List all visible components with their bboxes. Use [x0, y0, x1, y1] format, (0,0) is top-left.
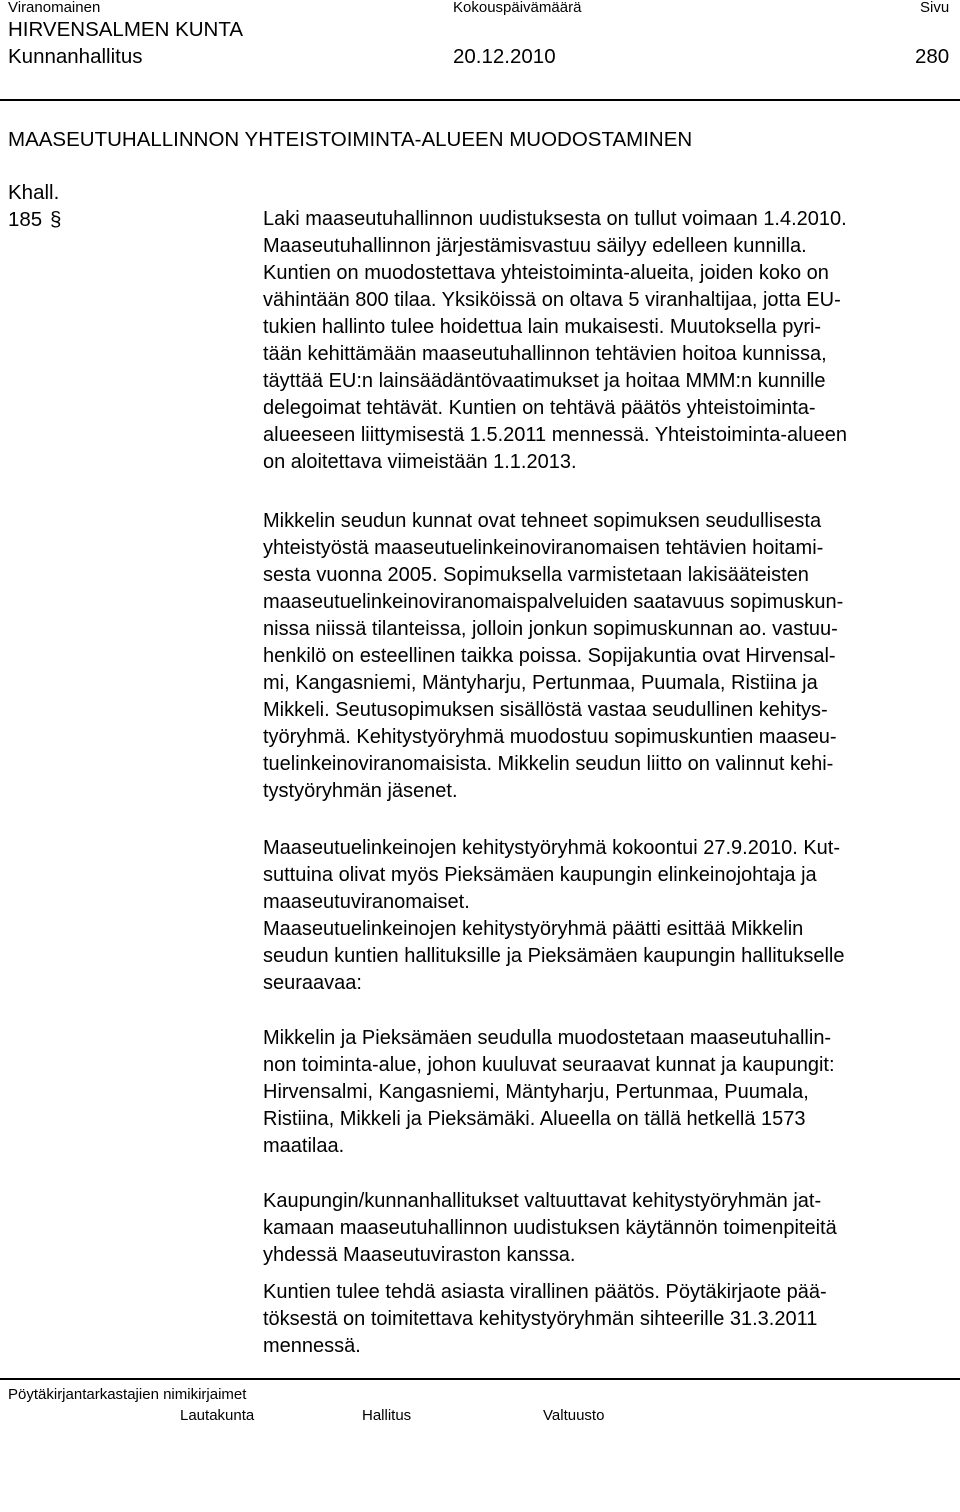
header-label-page: Sivu: [920, 0, 950, 16]
body-line: mennessä.: [263, 1335, 361, 1357]
body-line: Hirvensalmi, Kangasniemi, Mäntyharju, Pertunmaa, Puumala,: [263, 1081, 809, 1103]
body-line: tystyöryhmän jäsenet.: [263, 780, 458, 802]
footer-hallitus: Hallitus: [362, 1407, 412, 1424]
body-line: on aloitettava viimeistään 1.1.2013.: [263, 451, 577, 473]
section-number: 185: [8, 208, 43, 231]
body-line: seuraavaa:: [263, 972, 362, 994]
section-abbreviation: Khall.: [8, 181, 60, 204]
body-line: Mikkelin ja Pieksämäen seudulla muodostetaan maaseutuhallin-: [263, 1027, 832, 1049]
header-label-meeting-date: Kokouspäivämäärä: [453, 0, 582, 16]
body-line: tään kehittämään maaseutuhallinnon tehtävien hoitoa kunnissa,: [263, 343, 827, 365]
footer-initials-label: Pöytäkirjantarkastajien nimikirjaimet: [8, 1386, 247, 1403]
body-line: delegoimat tehtävät. Kuntien on tehtävä päätös yhteistoiminta-: [263, 397, 816, 419]
body-line: suttuina olivat myös Pieksämäen kaupungin elinkeinojohtaja ja: [263, 864, 817, 886]
body-line: töksestä on toimitettava kehitystyöryhmän sihteerille 31.3.2011: [263, 1308, 818, 1330]
body-line: Maaseutuelinkeinojen kehitystyöryhmä kokoontui 27.9.2010. Kut-: [263, 837, 841, 859]
body-line: Maaseutuhallinnon järjestämisvastuu säilyy edelleen kunnilla.: [263, 235, 807, 257]
header-body-name: Kunnanhallitus: [8, 45, 143, 68]
section-symbol: §: [50, 208, 62, 231]
header-organization: HIRVENSALMEN KUNTA: [8, 18, 244, 41]
document-title: MAASEUTUHALLINNON YHTEISTOIMINTA-ALUEEN MUODOSTAMINEN: [8, 128, 693, 151]
body-line: Kuntien tulee tehdä asiasta virallinen päätös. Pöytäkirjaote pää-: [263, 1281, 827, 1303]
body-line: non toiminta-alue, johon kuuluvat seuraavat kunnat ja kaupungit:: [263, 1054, 835, 1076]
body-line: täyttää EU:n lainsäädäntövaatimukset ja hoitaa MMM:n kunnille: [263, 370, 826, 392]
footer-valtuusto: Valtuusto: [543, 1407, 605, 1424]
header-page-number: 280: [915, 45, 950, 68]
body-line: Mikkelin seudun kunnat ovat tehneet sopimuksen seudullisesta: [263, 510, 822, 532]
body-line: maatilaa.: [263, 1135, 345, 1157]
body-line: tukien hallinto tulee hoidettua lain mukaisesti. Muutoksella pyri-: [263, 316, 822, 338]
body-line: henkilö on esteellinen taikka poissa. Sopijakuntia ovat Hirvensal-: [263, 645, 836, 667]
body-line: seudun kuntien hallituksille ja Pieksämäen kaupungin hallitukselle: [263, 945, 845, 967]
body-line: maaseutuelinkeinoviranomaispalveluiden saatavuus sopimuskun-: [263, 591, 844, 613]
body-line: vähintään 800 tilaa. Yksiköissä on oltava 5 viranhaltijaa, jotta EU-: [263, 289, 841, 311]
body-line: alueeseen liittymisestä 1.5.2011 mennessä. Yhteistoiminta-alueen: [263, 424, 848, 446]
body-line: Kuntien on muodostettava yhteistoiminta-alueita, joiden koko on: [263, 262, 829, 284]
header-label-authority: Viranomainen: [8, 0, 101, 16]
body-line: nissa niissä tilanteissa, jolloin jonkun sopimuskunnan ao. vastuu-: [263, 618, 838, 640]
footer-lautakunta: Lautakunta: [180, 1407, 255, 1424]
body-line: Maaseutuelinkeinojen kehitystyöryhmä päätti esittää Mikkelin: [263, 918, 804, 940]
body-line: työryhmä. Kehitystyöryhmä muodostuu sopimuskuntien maaseu-: [263, 726, 837, 748]
body-line: yhteistyöstä maaseutuelinkeinoviranomaisen tehtävien hoitami-: [263, 537, 824, 559]
body-line: sesta vuonna 2005. Sopimuksella varmistetaan lakisääteisten: [263, 564, 809, 586]
header-divider: [0, 99, 960, 101]
body-line: yhdessä Maaseutuviraston kanssa.: [263, 1244, 576, 1266]
body-line: mi, Kangasniemi, Mäntyharju, Pertunmaa, Puumala, Ristiina ja: [263, 672, 818, 694]
body-line: Ristiina, Mikkeli ja Pieksämäki. Alueella on tällä hetkellä 1573: [263, 1108, 806, 1130]
body-line: Mikkeli. Seutusopimuksen sisällöstä vastaa seudullinen kehitys-: [263, 699, 828, 721]
body-line: tuelinkeinoviranomaisista. Mikkelin seudun liitto on valinnut kehi-: [263, 753, 834, 775]
body-line: Laki maaseutuhallinnon uudistuksesta on tullut voimaan 1.4.2010.: [263, 208, 847, 230]
footer-divider: [0, 1378, 960, 1380]
body-line: maaseutuviranomaiset.: [263, 891, 470, 913]
body-line: Kaupungin/kunnanhallitukset valtuuttavat kehitystyöryhmän jat-: [263, 1190, 822, 1212]
body-line: kamaan maaseutuhallinnon uudistuksen käytännön toimenpiteitä: [263, 1217, 837, 1239]
header-meeting-date: 20.12.2010: [453, 45, 556, 68]
